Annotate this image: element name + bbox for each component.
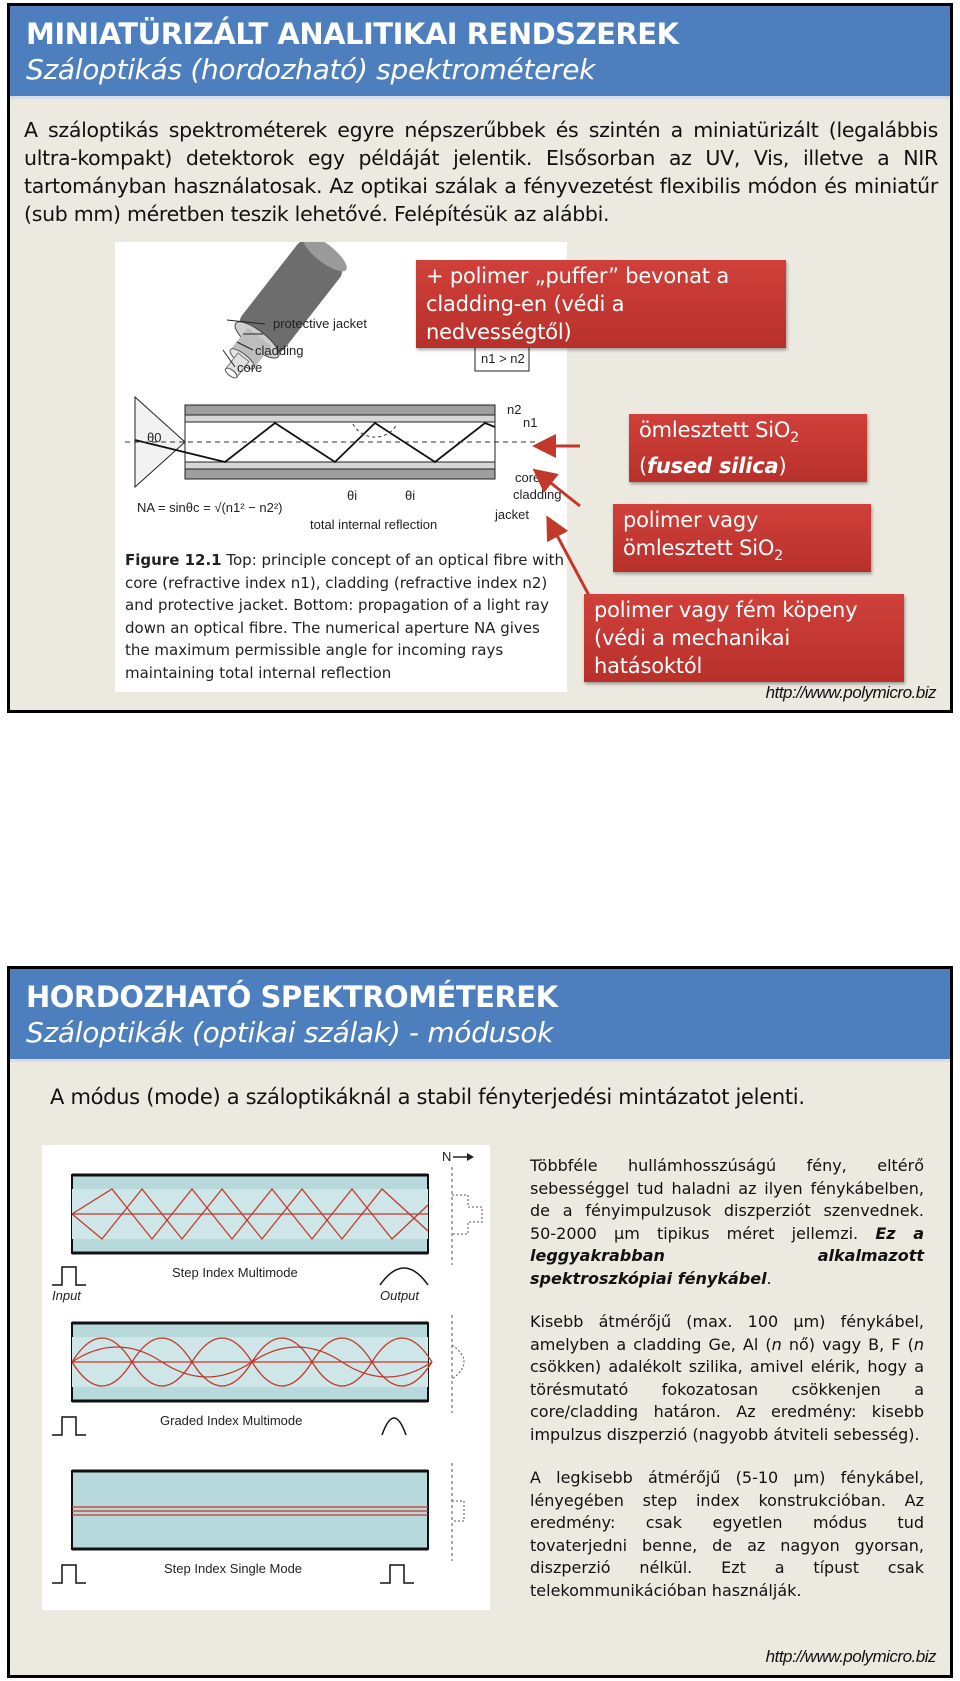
source-link[interactable]: http://www.polymicro.biz — [765, 683, 936, 702]
fiber-modes-figure — [42, 1145, 490, 1610]
callout-jacket — [584, 594, 904, 682]
slide-header — [10, 969, 950, 1062]
intro-paragraph: A módus (mode) a száloptikáknál a stabil fényterjedési mintázatot jelenti. — [50, 1085, 805, 1109]
label-theta0: θ0 — [147, 430, 162, 445]
slide-subtitle: Száloptikás (hordozható) spektrométerek — [26, 53, 596, 86]
paragraph-graded-index: Kisebb átmérőjű (max. 100 µm) fénykábel, amelyben a cladding Ge, Al (n nő) vagy B, F (n csökken) adalékolt szilika, amivel elérik, hogy a törésmutató fokozatosan csökkenjen a core/cladding határon. Az eredmény: kisebb impulzus diszperzió (nagyobb átviteli sebesség). — [530, 1312, 924, 1444]
label-n1: n1 — [523, 415, 538, 430]
paragraph-single-mode: A legkisebb átmérőjű (5-10 µm) fénykábel, lényegében step index konstrukcióban. Az eredmény: csak egyetlen módus tud tovaterjedni benne, de az nagyon gyorsan, diszperzió nélkül. Ezt a típust csak telekommunikációban használják. — [530, 1468, 924, 1600]
slide-subtitle: Száloptikák (optikai szálak) - módusok — [26, 1016, 554, 1049]
callout-poly-line2: ömlesztett SiO$_2$ — [623, 536, 783, 565]
label-n2: n2 — [507, 402, 522, 417]
label-n: N — [442, 1149, 452, 1164]
slide-fiber-spectrometers — [7, 3, 953, 713]
graded-index-multimode-diagram — [52, 1315, 464, 1435]
figure-caption-label: Figure 12.1 — [125, 551, 222, 569]
callout-poly-line1: polimer vagy — [623, 508, 759, 532]
callout-polymer-buffer — [416, 260, 786, 348]
slide-title: HORDOZHATÓ SPEKTROMÉTEREK — [26, 980, 558, 1014]
slide-header — [10, 6, 950, 99]
step-index-multimode-diagram — [52, 1167, 482, 1303]
paragraph-step-index-multimode: Többféle hullámhosszúságú fény, eltérő sebességgel tud haladni az ilyen fénykábelben, de a fényimpulzusok diszperziót szenvednek. 50-2000 µm tipikus méret jellemzi. Ez a leggyakrabban alkalmazott spektroszkópiai fénykábel. — [530, 1156, 925, 1288]
label-theta-i-2: θi — [405, 488, 416, 503]
callout-fused-line2: (fused silica) — [639, 454, 787, 479]
source-link[interactable]: http://www.polymicro.biz — [765, 1647, 936, 1666]
step-index-single-mode-diagram — [52, 1463, 464, 1583]
label-theta-i-1: θi — [347, 488, 358, 503]
callout-jacket-line1: polimer vagy fém köpeny — [594, 598, 858, 622]
label-cladding: cladding — [255, 343, 304, 358]
label-step-index-multimode: Step Index Multimode — [172, 1265, 298, 1280]
label-n-relation: n1 > n2 — [481, 351, 525, 366]
modes-description — [530, 1155, 924, 1623]
label-na-formula: NA = sinθc = √(n1² − n2²) — [137, 500, 283, 515]
callout-jacket-line2: (védi a mechanikai hatásoktól — [594, 626, 791, 678]
callout-fused-line1: ömlesztett SiO$_2$ — [639, 418, 799, 447]
label-total-internal-reflection: total internal reflection — [310, 517, 438, 532]
fiber-modes-diagram — [42, 1145, 490, 1610]
slide-title: MINIATÜRIZÁLT ANALITIKAI RENDSZEREK — [26, 17, 679, 51]
label-core-2: core — [515, 470, 541, 485]
label-step-index-single-mode: Step Index Single Mode — [164, 1561, 303, 1576]
figure-caption-text: Top: principle concept of an optical fibre with core (refractive index n1), cladding (refractive index n2) and protective jacket. Bottom: propagation of a light ray down an optical fibre. The numerical aperture NA gives the maximum permissible angle for incoming rays maintaining total internal reflection — [125, 551, 565, 682]
slide-fiber-modes — [7, 966, 953, 1678]
callout-puffer-line2: cladding-en (védi a nedvességtől) — [426, 292, 625, 344]
label-input: Input — [52, 1288, 81, 1303]
label-protective-jacket: protective jacket — [273, 316, 367, 331]
label-core: core — [237, 360, 263, 375]
callout-fused-silica — [629, 414, 867, 482]
callout-puffer-line1: + polimer „puffer” bevonat a — [426, 264, 729, 288]
label-cladding-2: cladding — [513, 487, 562, 502]
label-output: Output — [380, 1288, 420, 1303]
callout-polymer-or-silica — [613, 504, 871, 572]
label-graded-index-multimode: Graded Index Multimode — [160, 1413, 303, 1428]
label-jacket: jacket — [495, 507, 529, 522]
intro-paragraph: A száloptikás spektrométerek egyre népszerűbbek és szintén a miniatürizált (legalábbis ultra-kompakt) detektorok egy példáját jelentik. Elsősorban az UV, Vis, illetve a NIR tartományban használatosak. Az optikai szálak a fényvezetést flexibilis módon és miniatűr (sub mm) méretben teszik lehetővé. Felépítésük az alábbi. — [24, 118, 938, 226]
fiber-longitudinal-section — [125, 397, 561, 532]
figure-caption — [125, 549, 565, 684]
